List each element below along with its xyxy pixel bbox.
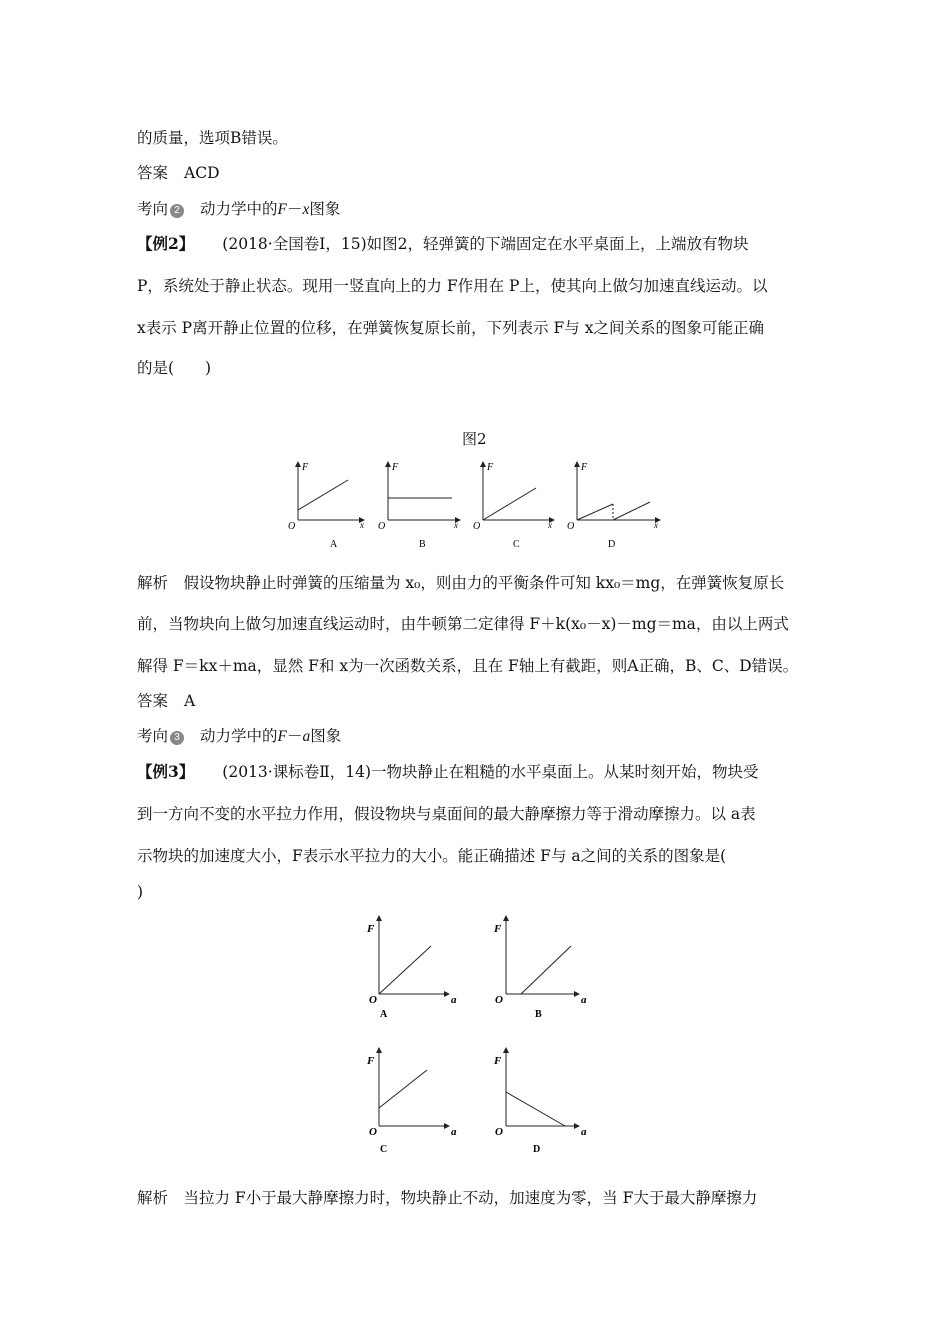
fig2-graph-d <box>567 462 658 550</box>
solution-2-line-1: 解析 假设物块静止时弹簧的压缩量为 x₀，则由力的平衡条件可知 kx₀＝mg，在弹簧恢复原长 <box>137 574 785 592</box>
fig3-d-origin: O <box>495 1126 503 1138</box>
text-line-1: 的质量，选项B错误。 <box>137 129 288 147</box>
circled-number-icon: 3 <box>170 731 184 745</box>
circled-number-icon: 2 <box>170 204 184 218</box>
answer-1 <box>137 163 220 183</box>
answer-2 <box>137 691 195 711</box>
answer-label: 答案 <box>137 692 169 710</box>
topic-suffix: 图象 <box>310 727 342 745</box>
fig2-graph-c <box>473 462 552 550</box>
example-3-line-1 <box>137 762 759 782</box>
example-2-line-1 <box>137 234 748 254</box>
fig2-c-label: C <box>513 539 520 550</box>
example-2-line-3: x表示 P离开静止位置的位移，在弹簧恢复原长前，下列表示 F与 x之间关系的图象可能正确 <box>137 319 764 337</box>
answer-value: ACD <box>184 164 220 182</box>
topic-var-x: x <box>302 201 310 218</box>
solution-3-line-1: 解析 当拉力 F小于最大静摩擦力时，物块静止不动，加速度为零，当 F大于最大静摩擦力 <box>137 1189 758 1207</box>
fig3-a-origin: O <box>369 994 377 1006</box>
fig2-a-xaxis: x <box>360 520 364 530</box>
topic-prefix: 考向 <box>137 727 169 745</box>
fig3-graph-b <box>493 918 587 1020</box>
topic-dash: － <box>287 727 303 745</box>
fig2-graph-a <box>288 462 364 550</box>
fig3-a-label: A <box>380 1009 388 1020</box>
fig3-d-yaxis: F <box>494 1055 502 1067</box>
fig2-a-label: A <box>330 539 338 550</box>
example-label: 【例3】 <box>137 762 195 781</box>
topic-heading-2 <box>137 199 340 220</box>
topic-var-a: a <box>302 728 311 745</box>
example-2-line-2: P，系统处于静止状态。现用一竖直向上的力 F作用在 P上，使其向上做匀加速直线运动。以 <box>137 277 768 295</box>
fig3-c-xaxis: a <box>451 1126 457 1138</box>
fig3-a-yaxis: F <box>367 923 375 935</box>
topic-heading-3 <box>137 726 341 747</box>
figure-3-graphs <box>355 912 605 1162</box>
fig2-d-label: D <box>608 539 616 550</box>
example-2-line-4: 的是( ) <box>137 359 212 377</box>
fig3-graph-d <box>493 1050 587 1155</box>
topic-suffix: 图象 <box>309 200 341 218</box>
answer-value: A <box>184 692 196 710</box>
fig3-c-yaxis: F <box>367 1055 375 1067</box>
fig3-b-xaxis: a <box>581 994 587 1006</box>
topic-var-f: F <box>277 201 287 218</box>
example-text: (2018·全国卷Ⅰ，15)如图2，轻弹簧的下端固定在水平桌面上，上端放有物块 <box>222 235 749 253</box>
fig2-graph-b <box>378 462 458 550</box>
fig2-b-yaxis: F <box>392 462 399 473</box>
fig2-a-yaxis: F <box>302 462 309 473</box>
answer-label: 答案 <box>137 164 169 182</box>
topic-title: 动力学中的 <box>200 727 278 745</box>
fig3-d-label: D <box>533 1144 541 1155</box>
topic-var-f: F <box>277 728 287 745</box>
fig3-b-origin: O <box>495 994 503 1006</box>
example-text: (2013·课标卷Ⅱ，14)一物块静止在粗糙的水平桌面上。从某时刻开始，物块受 <box>222 763 759 781</box>
fig3-graph-a <box>366 918 457 1020</box>
fig3-c-label: C <box>380 1144 388 1155</box>
fig2-d-xaxis: x <box>654 520 658 530</box>
fig2-d-yaxis: F <box>581 462 588 473</box>
fig3-a-xaxis: a <box>451 994 457 1006</box>
fig2-b-origin: O <box>378 521 386 532</box>
fig2-c-yaxis: F <box>487 462 494 473</box>
fig2-c-xaxis: x <box>548 520 552 530</box>
fig2-c-origin: O <box>473 521 481 532</box>
topic-prefix: 考向 <box>137 200 169 218</box>
figure-2-graphs <box>280 458 670 553</box>
solution-2-line-2: 前，当物块向上做匀加速直线运动时，由牛顿第二定律得 F＋k(x₀－x)－mg＝ma，由以上两式 <box>137 615 789 633</box>
fig3-b-yaxis: F <box>494 923 502 935</box>
example-3-line-3: 示物块的加速度大小，F表示水平拉力的大小。能正确描述 F与 a之间的关系的图象是( <box>137 847 727 865</box>
fig3-c-origin: O <box>369 1126 377 1138</box>
example-3-line-2: 到一方向不变的水平拉力作用，假设物块与桌面间的最大静摩擦力等于滑动摩擦力。以 a表 <box>137 805 756 823</box>
example-label: 【例2】 <box>137 234 195 253</box>
example-3-line-4: ) <box>137 883 144 901</box>
figure-2-caption: 图2 <box>462 430 487 448</box>
fig2-d-origin: O <box>567 521 575 532</box>
fig2-a-origin: O <box>288 521 296 532</box>
solution-2-line-3: 解得 F＝kx＋ma，显然 F和 x为一次函数关系，且在 F轴上有截距，则A正确，B、C、D错误。 <box>137 657 799 675</box>
fig3-b-label: B <box>535 1009 542 1020</box>
fig3-graph-c <box>366 1050 457 1155</box>
fig2-b-label: B <box>419 539 426 550</box>
topic-title: 动力学中的 <box>200 200 278 218</box>
topic-dash: － <box>287 200 303 218</box>
fig3-d-xaxis: a <box>581 1126 587 1138</box>
fig2-b-xaxis: x <box>454 520 458 530</box>
